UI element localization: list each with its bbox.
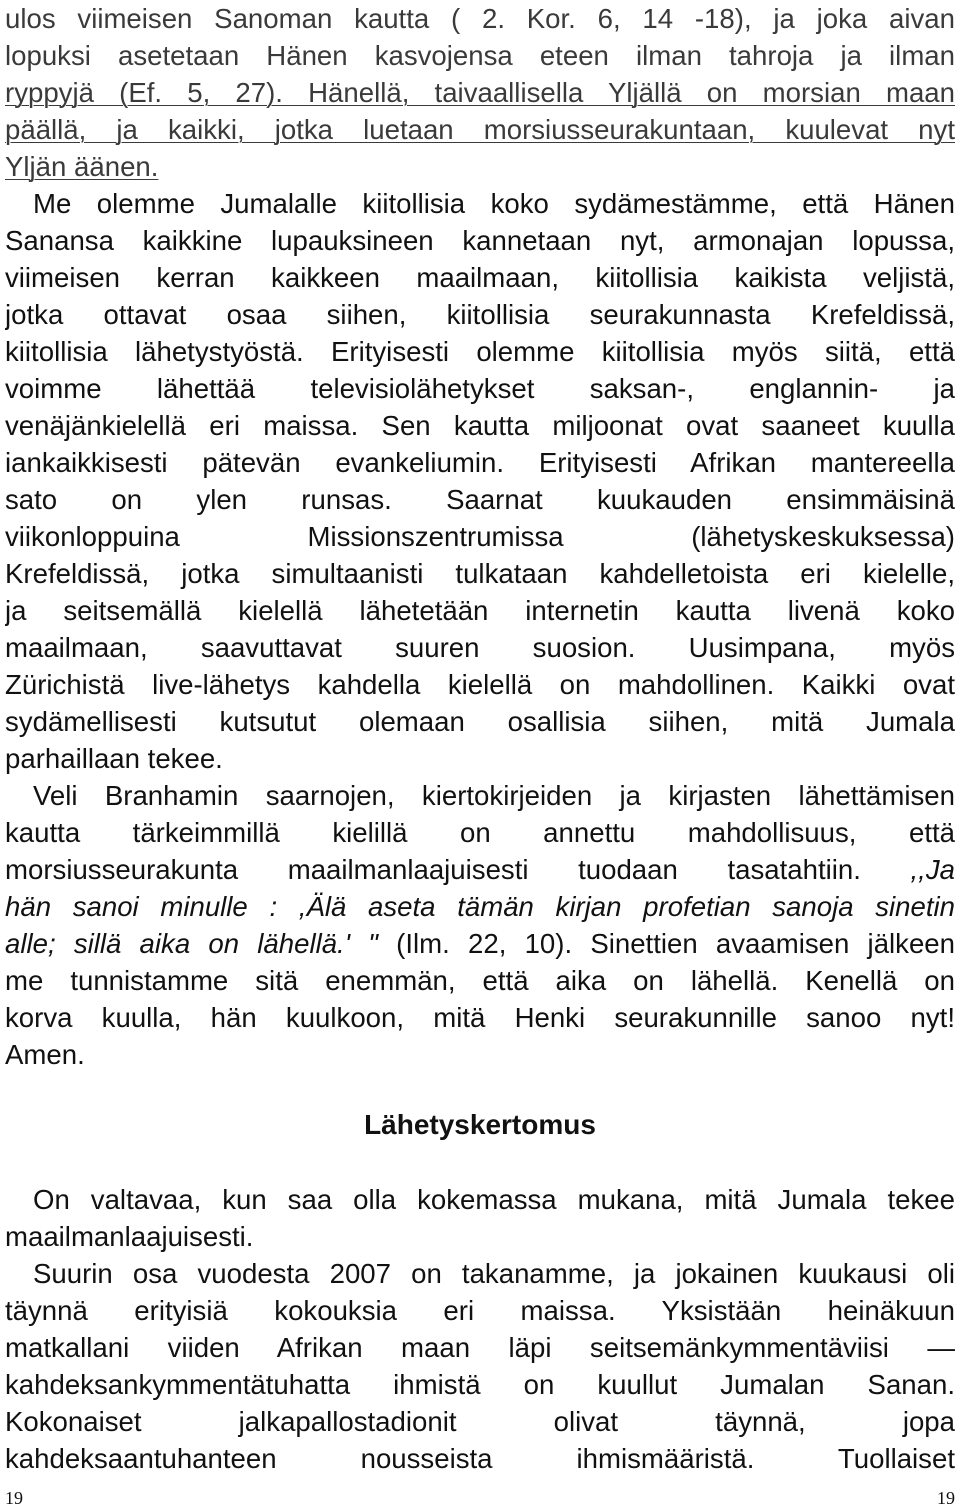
text-line: kiitollisia lähetystyöstä. Erityisesti olemme kiitollisia myös siitä, että: [5, 336, 955, 367]
text-span: morsiusseurakunta maailmanlaajuisesti tuodaan tasatahtiin.: [5, 854, 911, 885]
text-line: voimme lähettää televisiolähetykset saksan-, englannin- ja: [5, 373, 955, 404]
text-line: Veli Branhamin saarnojen, kiertokirjeiden ja kirjasten lähettämisen: [33, 780, 955, 811]
text-line: viimeisen kerran kaikkeen maailmaan, kiitollisia kaikista veljistä,: [5, 262, 955, 293]
text-line: On valtavaa, kun saa olla kokemassa mukana, mitä Jumala tekee: [33, 1184, 955, 1215]
text-line: me tunnistamme sitä enemmän, että aika on lähellä. Kenellä on: [5, 965, 955, 996]
text-line: Sanansa kaikkine lupauksineen kannetaan nyt, armonajan lopussa,: [5, 225, 955, 256]
text-line: matkallani viiden Afrikan maan läpi seitsemänkymmentäviisi —: [5, 1332, 955, 1363]
paragraph-block-1: [5, 0, 955, 777]
document-page: [5, 0, 955, 1073]
text-line: ulos viimeisen Sanoman kautta ( 2. Kor. 6, 14 -18), ja joka aivan: [5, 3, 955, 34]
text-line: sato on ylen runsas. Saarnat kuukauden ensimmäisinä: [5, 484, 955, 515]
text-line: Zürichistä live-lähetys kahdella kielellä on mahdollinen. Kaikki ovat: [5, 669, 955, 700]
text-line: täynnä erityisiä kokouksia eri maissa. Yksistään heinäkuun: [5, 1295, 955, 1326]
text-line: kautta tärkeimmillä kielillä on annettu mahdollisuus, että: [5, 817, 955, 848]
text-line: kahdeksankymmentätuhatta ihmistä on kuullut Jumalan Sanan.: [5, 1369, 955, 1400]
text-line: Suurin osa vuodesta 2007 on takanamme, ja jokainen kuukausi oli: [33, 1258, 955, 1289]
text-line: kahdeksaantuhanteen nousseista ihmismääristä. Tuollaiset: [5, 1443, 955, 1474]
quote-span: alle; sillä aika on lähellä.' ": [5, 928, 378, 959]
text-line: [5, 925, 955, 962]
text-line: päällä, ja kaikki, jotka luetaan morsiusseurakuntaan, kuulevat nyt: [5, 114, 955, 145]
quote-line: hän sanoi minulle : ,Älä aseta tämän kirjan profetian sanoja sinetin: [5, 891, 955, 922]
paragraph-block-2: [5, 1181, 955, 1477]
text-line: viikonloppuina Missionszentrumissa (lähetyskeskuksessa): [5, 521, 955, 552]
text-line: lopuksi asetetaan Hänen kasvojensa eteen ilman tahroja ja ilman: [5, 40, 955, 71]
text-line: ja seitsemällä kielellä lähetetään internetin kautta livenä koko: [5, 595, 955, 626]
text-line: maailmaan, saavuttavat suuren suosion. Uusimpana, myös: [5, 632, 955, 663]
text-line: ryppyjä (Ef. 5, 27). Hänellä, taivaallisella Yljällä on morsian maan: [5, 77, 955, 108]
text-line: korva kuulla, hän kuulkoon, mitä Henki seurakunnille sanoo nyt!: [5, 1002, 955, 1033]
text-line: Me olemme Jumalalle kiitollisia koko sydämestämme, että Hänen: [33, 188, 955, 219]
text-line: jotka ottavat osaa siihen, kiitollisia seurakunnasta Krefeldissä,: [5, 299, 955, 330]
text-line: Krefeldissä, jotka simultaanisti tulkataan kahdelletoista eri kielelle,: [5, 558, 955, 589]
page-number-right: 19: [937, 1488, 955, 1508]
text-line: Kokonaiset jalkapallostadionit olivat täynnä, jopa: [5, 1406, 955, 1437]
text-span: (Ilm. 22, 10). Sinettien avaamisen jälkeen: [377, 928, 955, 959]
text-line: Amen.: [5, 1039, 85, 1070]
paragraph-block-2-lines: [5, 1181, 955, 1477]
text-line: venäjänkielellä eri maissa. Sen kautta miljoonat ovat saaneet kuulla: [5, 410, 955, 441]
paragraph-block-1b: [5, 777, 955, 1073]
section-heading: Lähetyskertomus: [364, 1109, 596, 1140]
quote-span: ,,Ja: [910, 854, 955, 885]
text-line: maailmanlaajuisesti.: [5, 1221, 254, 1252]
text-line: iankaikkisesti pätevän evankeliumin. Erityisesti Afrikan mantereella: [5, 447, 955, 478]
text-line: [5, 851, 955, 888]
text-line: sydämellisesti kutsutut olemaan osallisia siihen, mitä Jumala: [5, 706, 955, 737]
text-line: parhaillaan tekee.: [5, 743, 223, 774]
page-number-left: 19: [5, 1488, 23, 1508]
text-line: Yljän äänen.: [5, 151, 159, 182]
